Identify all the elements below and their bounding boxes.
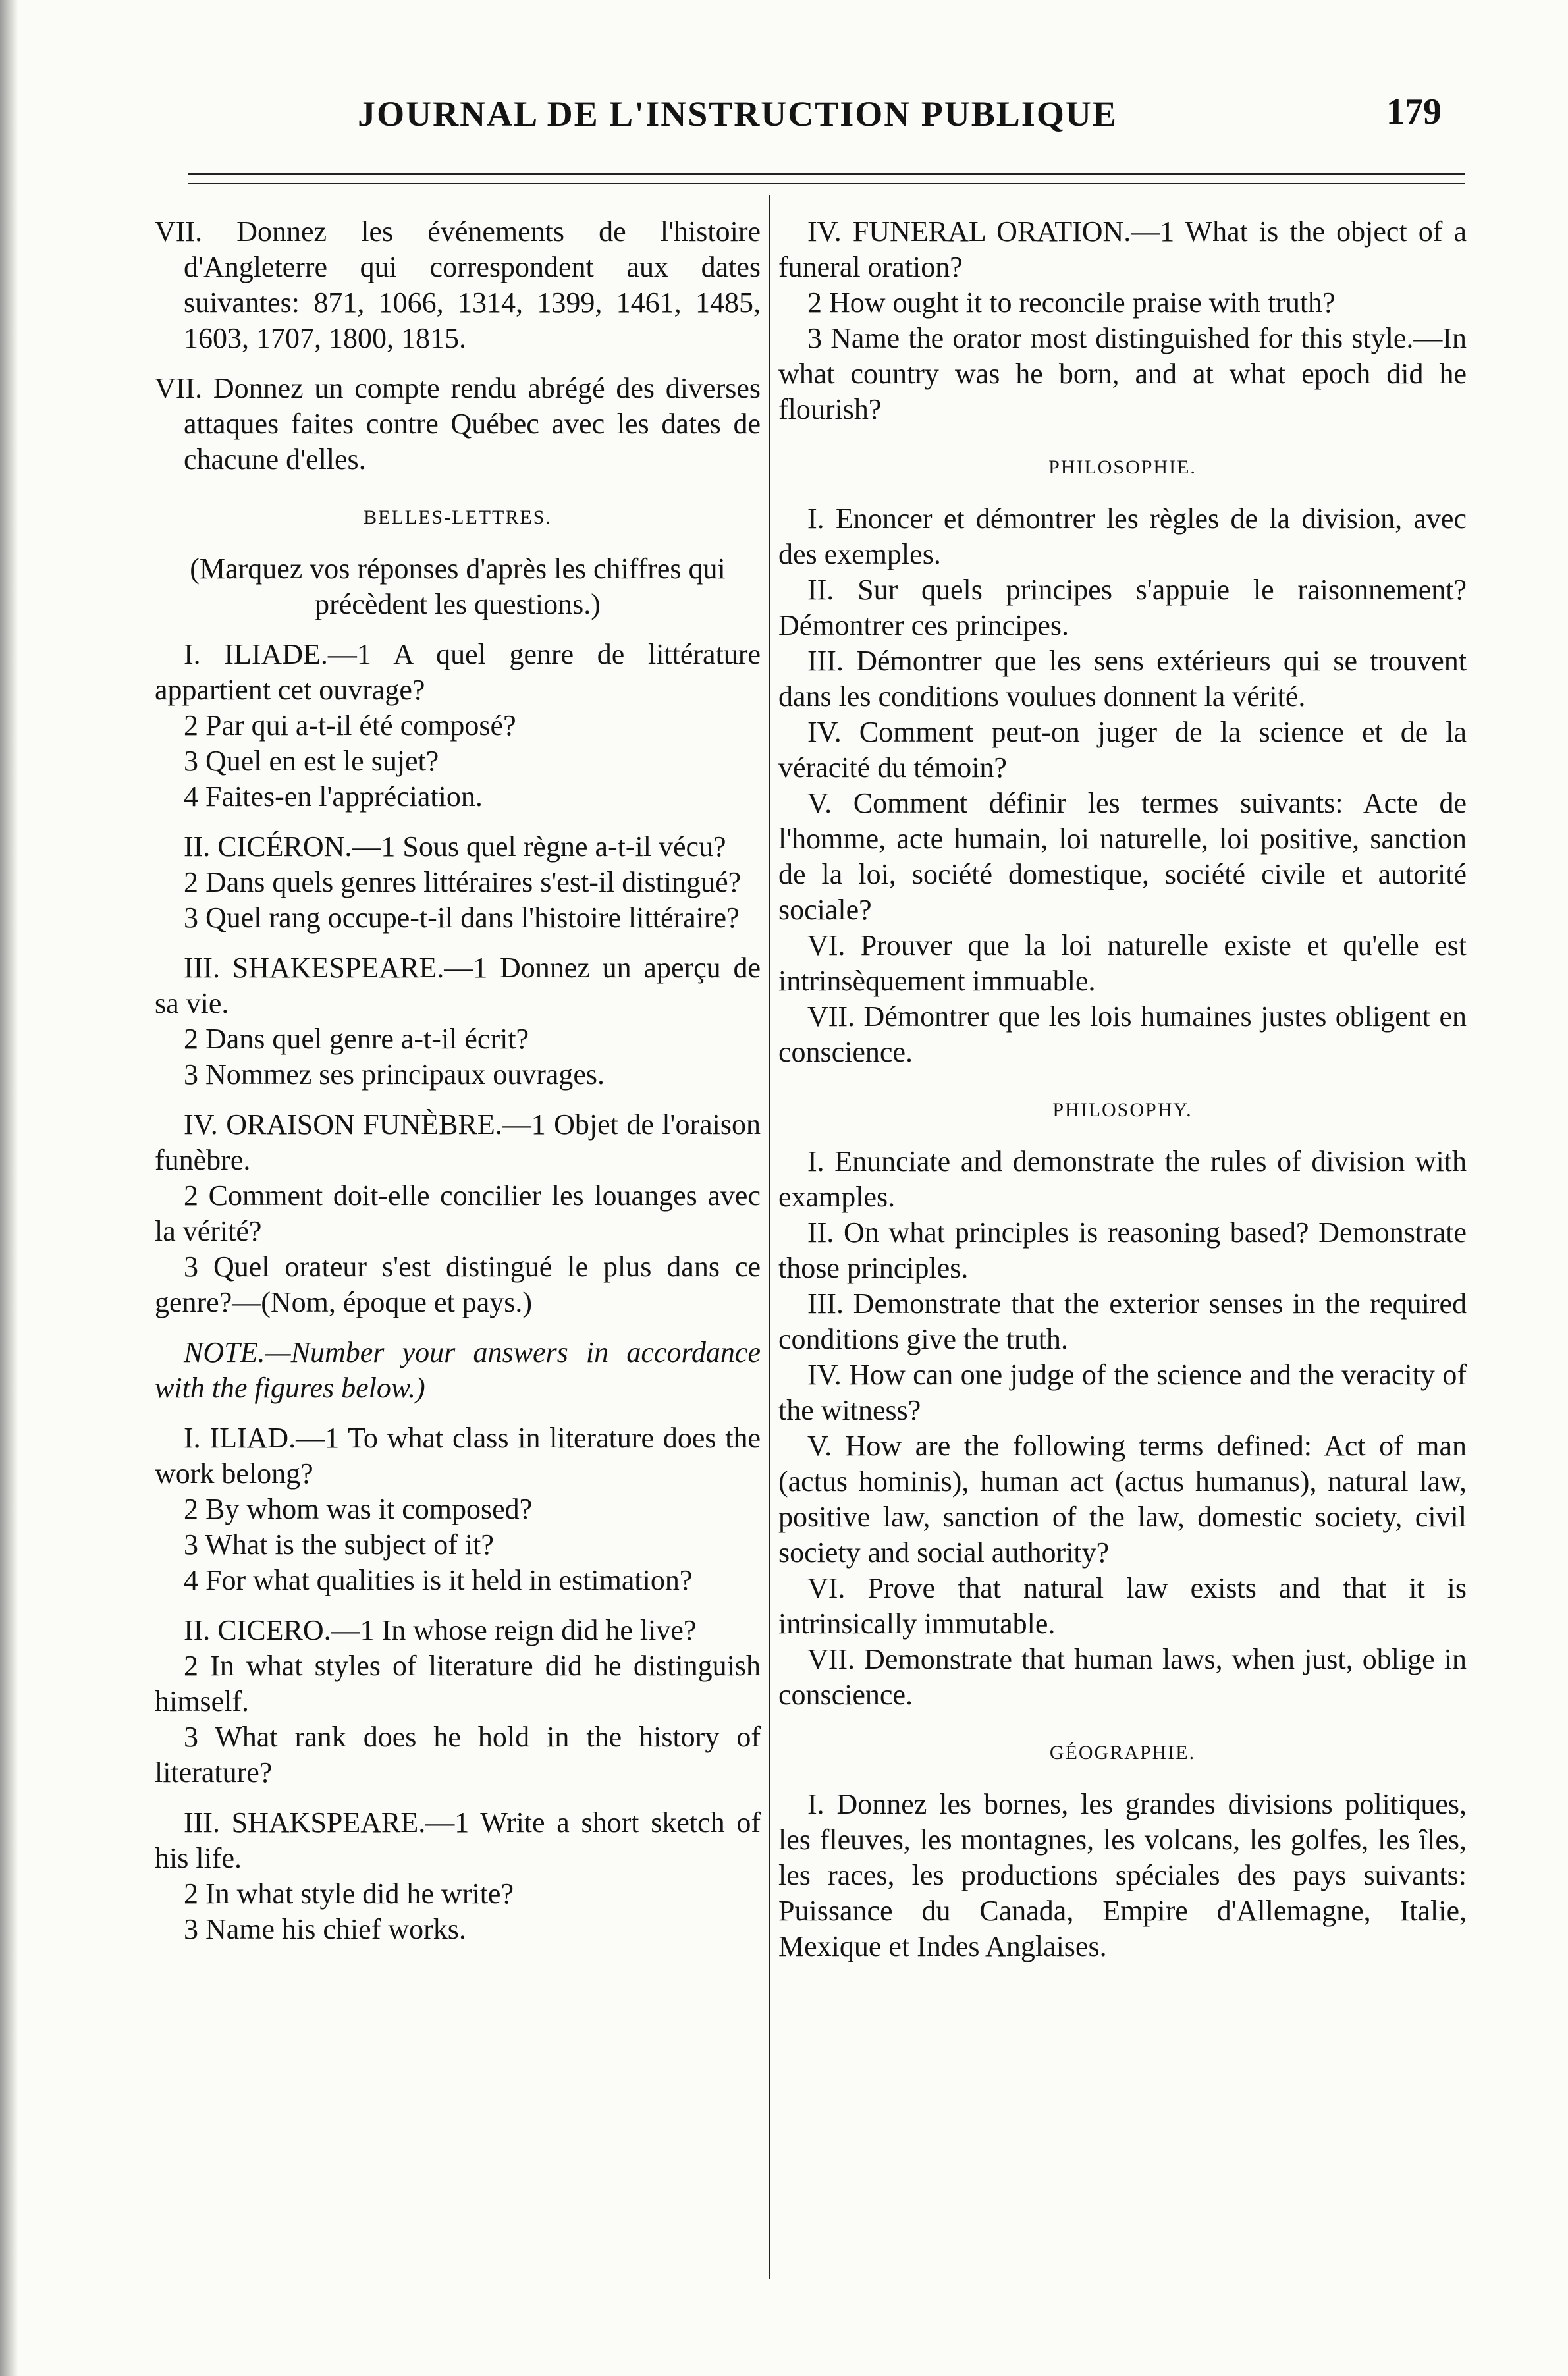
philosophie-q3: III. Démontrer que les sens extérieurs qui se trouvent dans les conditions voulues donnent la vérité. (778, 645, 1467, 713)
oraison-q1: IV. ORAISON FUNÈBRE.—1 Objet de l'oraison funèbre. (155, 1108, 761, 1176)
column-divider (769, 195, 770, 2279)
section-title-philosophy: PHILOSOPHY. (1052, 1099, 1193, 1121)
shakspeare-q1: III. SHAKSPEARE.—1 Write a short sketch of his life. (155, 1806, 761, 1874)
section-title-philosophie: PHILOSOPHIE. (1048, 456, 1197, 478)
iliade-q4: 4 Faites-en l'appréciation. (184, 780, 483, 813)
shakspeare-q3: 3 Name his chief works. (184, 1913, 466, 1945)
philosophie-q2: II. Sur quels principes s'appuie le raisonnement? Démontrer ces principes. (778, 574, 1467, 641)
cicero-q1: II. CICERO.—1 In whose reign did he live? (184, 1614, 697, 1646)
header-rule-top (188, 173, 1465, 175)
ciceron-q1: II. CICÉRON.—1 Sous quel règne a-t-il vécu? (184, 830, 726, 863)
shakespeare-q2: 2 Dans quel genre a-t-il écrit? (184, 1023, 529, 1055)
shakspeare-q2: 2 In what style did he write? (184, 1877, 514, 1910)
philosophie-q5: V. Comment définir les termes suivants: Acte de l'homme, acte humain, loi naturelle, loi positive, sanction de la loi, société domestique, société civile et autorité sociale? (778, 787, 1467, 926)
page-number: 179 (1386, 92, 1442, 132)
question-vii-quebec: VII. Donnez un compte rendu abrégé des diverses attaques faites contre Québec avec les dates de chacune d'elles. (155, 372, 761, 475)
header-rule-bottom (188, 183, 1465, 184)
iliade-q1: I. ILIADE.—1 A quel genre de littérature appartient cet ouvrage? (155, 638, 761, 706)
iliad-q4: 4 For what qualities is it held in estimation? (184, 1564, 693, 1596)
philosophy-q2: II. On what principles is reasoning based? Demonstrate those principles. (778, 1216, 1467, 1284)
section-title-belles-lettres: BELLES-LETTRES. (364, 506, 552, 528)
philosophie-q6: VI. Prouver que la loi naturelle existe et qu'elle est intrinsèquement immuable. (778, 929, 1467, 997)
english-note: NOTE.—Number your answers in accordance with the figures below.) (155, 1336, 761, 1404)
cicero-q3: 3 What rank does he hold in the history of literature? (155, 1721, 761, 1789)
page-header-title: JOURNAL DE L'INSTRUCTION PUBLIQUE (358, 94, 1118, 134)
ciceron-q3: 3 Quel rang occupe-t-il dans l'histoire littéraire? (184, 902, 740, 934)
philosophie-q1: I. Enoncer et démontrer les règles de la division, avec des exemples. (778, 502, 1467, 570)
philosophy-q1: I. Enunciate and demonstrate the rules of division with examples. (778, 1145, 1467, 1213)
oraison-q3: 3 Quel orateur s'est distingué le plus dans ce genre?—(Nom, époque et pays.) (155, 1251, 761, 1318)
funeral-q1: IV. FUNERAL ORATION.—1 What is the object of a funeral oration? (778, 215, 1467, 283)
iliad-q1: I. ILIAD.—1 To what class in literature does the work belong? (155, 1422, 761, 1490)
iliad-q3: 3 What is the subject of it? (184, 1528, 494, 1561)
philosophy-q7: VII. Demonstrate that human laws, when just, oblige in conscience. (778, 1643, 1467, 1711)
oraison-q2: 2 Comment doit-elle concilier les louanges avec la vérité? (155, 1179, 761, 1247)
funeral-q3: 3 Name the orator most distinguished for this style.—In what country was he born, and at what epoch did he flourish? (778, 322, 1467, 425)
iliade-q2: 2 Par qui a-t-il été composé? (184, 709, 516, 742)
philosophie-q7: VII. Démontrer que les lois humaines justes obligent en conscience. (778, 1000, 1467, 1068)
iliade-q3: 3 Quel en est le sujet? (184, 745, 439, 777)
philosophy-q6: VI. Prove that natural law exists and that it is intrinsically immutable. (778, 1572, 1467, 1640)
cicero-q2: 2 In what styles of literature did he distinguish himself. (155, 1650, 761, 1717)
ciceron-q2: 2 Dans quels genres littéraires s'est-il distingué? (184, 866, 742, 898)
funeral-q2: 2 How ought it to reconcile praise with truth? (807, 286, 1336, 319)
page-edge-smudge (0, 0, 18, 2376)
shakespeare-q1: III. SHAKESPEARE.—1 Donnez un aperçu de sa vie. (155, 952, 761, 1019)
question-vii-history: VII. Donnez les événements de l'histoire d'Angleterre qui correspondent aux dates suivantes: 871, 1066, 1314, 1399, 1461, 1485, 1603, 1707, 1800, 1815. (155, 215, 761, 354)
left-column (155, 214, 761, 1947)
belles-lettres-instruction: (Marquez vos réponses d'après les chiffres qui précèdent les questions.) (190, 553, 726, 620)
philosophie-q4: IV. Comment peut-on juger de la science et de la véracité du témoin? (778, 716, 1467, 784)
philosophy-q4: IV. How can one judge of the science and the veracity of the witness? (778, 1359, 1467, 1426)
right-column (778, 214, 1467, 1964)
philosophy-q3: III. Demonstrate that the exterior senses in the required conditions give the truth. (778, 1287, 1467, 1355)
shakespeare-q3: 3 Nommez ses principaux ouvrages. (184, 1058, 605, 1091)
philosophy-q5: V. How are the following terms defined: Act of man (actus hominis), human act (actus humanus), natural law, positive law, sanction of the law, domestic society, civil society and social authority? (778, 1430, 1467, 1569)
iliad-q2: 2 By whom was it composed? (184, 1493, 533, 1525)
section-title-geographie: GÉOGRAPHIE. (1049, 1742, 1196, 1764)
geographie-q1: I. Donnez les bornes, les grandes divisions politiques, les fleuves, les montagnes, les volcans, les golfes, les îles, les races, les productions spéciales des pays suivants: Puissance du Canada, Empire d'Allemagne, Italie, Mexique et Indes Anglaises. (778, 1788, 1467, 1962)
